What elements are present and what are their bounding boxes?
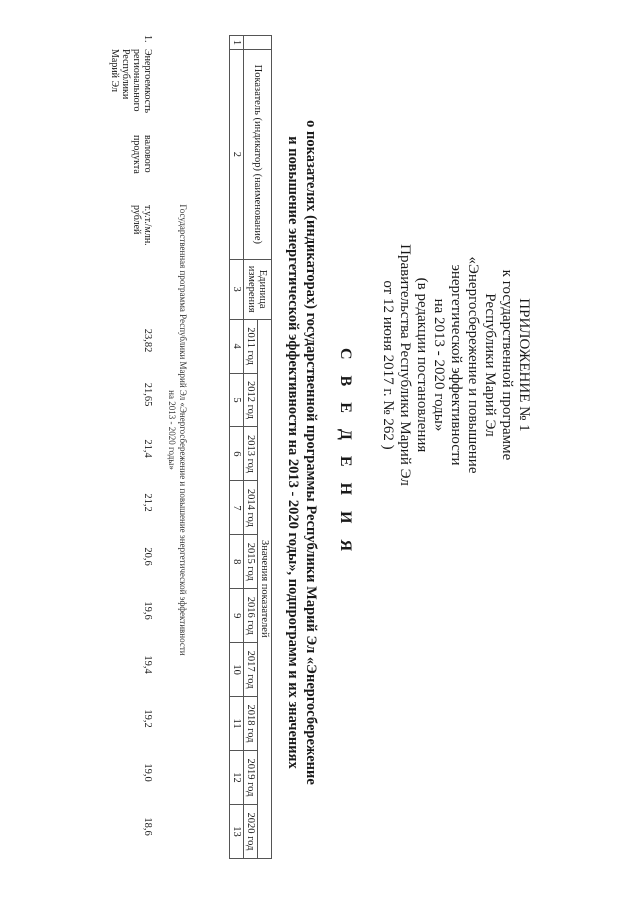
column-number: 1	[230, 36, 244, 50]
header-year: 2018 год	[244, 697, 258, 751]
column-number: 8	[230, 535, 244, 589]
column-number: 11	[230, 697, 244, 751]
section-line: Государственная программа Республики Марий Эл «Энергосбережение и повышение энергетической эффективности	[178, 204, 188, 656]
header-year: 2012 год	[244, 373, 258, 427]
row-value: 19,0	[142, 763, 153, 782]
appendix-line: от 12 июня 2017 г. № 262 )	[380, 280, 396, 450]
header-values: Значения показателей	[258, 319, 272, 858]
header-year: 2016 год	[244, 589, 258, 643]
header-year: 2013 год	[244, 427, 258, 481]
header-year: 2017 год	[244, 643, 258, 697]
header-year: 2014 год	[244, 481, 258, 535]
appendix-line: ПРИЛОЖЕНИЕ № 1	[516, 298, 532, 432]
header-year: 2019 год	[244, 751, 258, 805]
column-number: 4	[230, 319, 244, 373]
column-number: 12	[230, 751, 244, 805]
program-section-heading	[166, 160, 188, 700]
row-value: 19,2	[142, 709, 153, 728]
column-number: 7	[230, 481, 244, 535]
appendix-line: на 2013 - 2020 годы»	[431, 298, 447, 432]
row-indicator-name-continued: валового продукта	[131, 135, 153, 174]
column-number: 9	[230, 589, 244, 643]
appendix-line: «Энергосбережение и повышение	[465, 256, 481, 474]
subtitle-line: и повышение энергетической эффективности на 2013 - 2020 годы», подпрограмм и их значениях	[285, 136, 301, 769]
row-unit: т.у.т./млн. рублей	[131, 205, 153, 246]
row-value: 19,4	[142, 655, 153, 674]
column-number: 6	[230, 427, 244, 481]
row-indicator-name: Энергоемкость регионального Республики Марий Эл	[109, 49, 153, 114]
row-value: 20,6	[142, 547, 153, 566]
header-year: 2015 год	[244, 535, 258, 589]
row-number: 1.	[142, 35, 153, 43]
row-value: 23,82	[142, 328, 153, 353]
appendix-line: (в редакции постановления	[414, 277, 430, 453]
row-value: 18,6	[142, 817, 153, 836]
appendix-line: Республики Марий Эл	[482, 293, 498, 437]
row-value: 21,4	[142, 439, 153, 458]
section-line: на 2013 - 2020 годы»	[167, 390, 177, 470]
appendix-block	[379, 235, 532, 495]
row-value: 19,6	[142, 601, 153, 620]
appendix-line: к государственной программе	[499, 269, 515, 461]
header-year: 2011 год	[244, 319, 258, 373]
column-number: 10	[230, 643, 244, 697]
row-value: 21,65	[142, 382, 153, 407]
appendix-line: энергетической эффективности	[448, 264, 464, 466]
header-empty	[244, 36, 272, 50]
header-indicator: Показатель (индикатор) (наименование)	[244, 49, 272, 259]
appendix-line: Правительства Республики Марий Эл	[397, 244, 413, 486]
subtitle-line: о показателях (индикаторах) государственной программы Республики Марий Эл «Энергосбережение	[303, 120, 319, 785]
document-title: С В Е Д Е Н И Я	[337, 347, 354, 558]
indicators-table	[229, 35, 272, 859]
column-number: 2	[230, 49, 244, 259]
document-subtitle	[284, 0, 320, 905]
row-value: 21,2	[142, 493, 153, 512]
column-number: 5	[230, 373, 244, 427]
header-year: 2020 год	[244, 804, 258, 858]
column-number: 3	[230, 259, 244, 319]
column-number: 13	[230, 804, 244, 858]
header-unit: Единица измерения	[244, 259, 272, 319]
table-row	[93, 35, 153, 859]
